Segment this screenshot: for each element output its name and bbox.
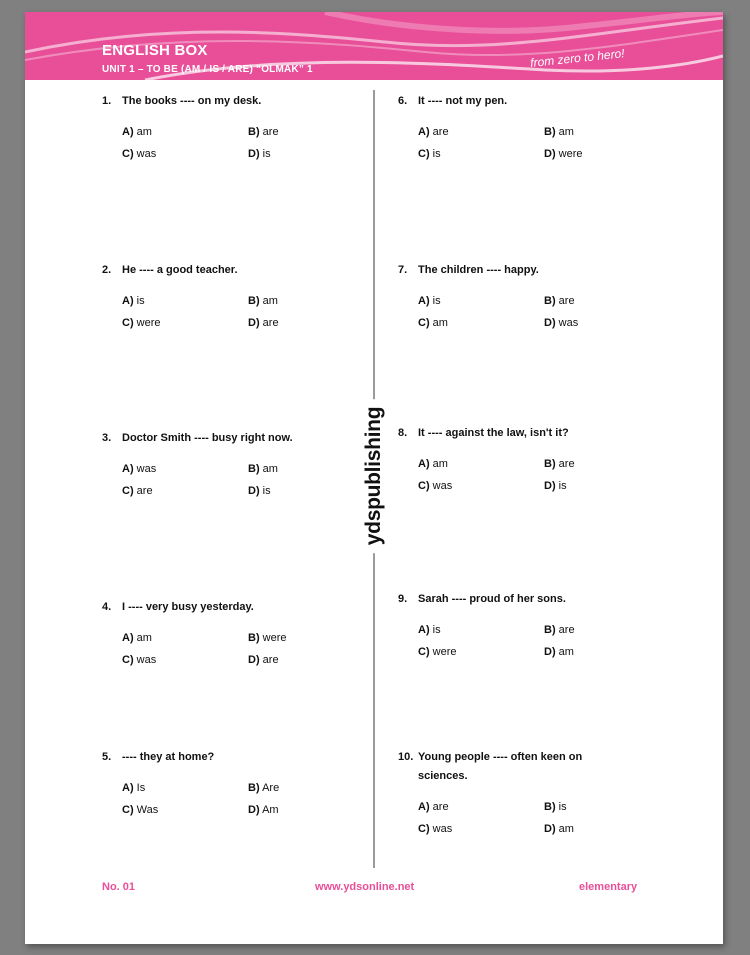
option-letter: D)	[248, 317, 260, 329]
answer-option[interactable]	[122, 484, 248, 498]
option-text: was	[432, 480, 453, 492]
question-text: He ---- a good teacher.	[122, 264, 238, 276]
option-letter: B)	[544, 458, 556, 470]
option-letter: D)	[544, 317, 556, 329]
unit-title: UNIT 1 – TO BE (AM / IS / ARE) “OLMAK” 1	[102, 64, 313, 75]
answer-option[interactable]	[122, 803, 248, 817]
answer-option[interactable]	[122, 462, 248, 476]
option-letter: A)	[122, 782, 134, 794]
question-stem	[102, 261, 382, 280]
question-number: 10.	[398, 751, 414, 763]
option-text: is	[432, 624, 441, 636]
answer-option[interactable]	[122, 294, 248, 308]
answer-option[interactable]	[418, 294, 544, 308]
answer-option[interactable]	[122, 781, 248, 795]
question-1	[102, 92, 382, 161]
question-4	[102, 598, 382, 667]
option-letter: A)	[122, 463, 134, 475]
option-text: are	[262, 317, 279, 329]
option-letter: C)	[418, 480, 430, 492]
question-text: Doctor Smith ---- busy right now.	[122, 432, 293, 444]
option-text: am	[558, 126, 574, 138]
option-letter: B)	[248, 295, 260, 307]
option-letter: A)	[418, 801, 430, 813]
option-text: are	[432, 801, 449, 813]
answer-option[interactable]	[122, 653, 248, 667]
answer-option[interactable]	[544, 645, 670, 659]
option-text: are	[558, 295, 575, 307]
answer-option[interactable]	[418, 147, 544, 161]
answer-option[interactable]	[544, 294, 670, 308]
answer-option[interactable]	[418, 822, 544, 836]
option-letter: B)	[248, 126, 260, 138]
question-stem	[102, 748, 382, 767]
question-9	[398, 590, 678, 659]
question-stem	[398, 590, 678, 609]
answer-option[interactable]	[544, 623, 670, 637]
answer-option[interactable]	[248, 294, 374, 308]
worksheet-page	[25, 12, 723, 944]
option-letter: D)	[544, 480, 556, 492]
answer-options	[418, 623, 678, 659]
answer-options	[418, 294, 678, 330]
option-letter: B)	[248, 782, 260, 794]
question-number: 5.	[102, 751, 112, 763]
option-text: was	[432, 823, 453, 835]
option-letter: D)	[248, 654, 260, 666]
option-text: Are	[262, 782, 280, 794]
slogan: from zero to hero!	[529, 46, 626, 70]
question-number: 6.	[398, 95, 408, 107]
option-text: am	[432, 317, 448, 329]
option-letter: C)	[122, 485, 134, 497]
option-text: were	[432, 646, 457, 658]
option-letter: B)	[544, 295, 556, 307]
option-letter: B)	[248, 632, 260, 644]
question-stem	[398, 748, 628, 786]
question-stem	[102, 598, 382, 617]
option-letter: C)	[418, 317, 430, 329]
option-text: is	[558, 480, 567, 492]
question-text: The children ---- happy.	[418, 264, 539, 276]
option-text: are	[558, 624, 575, 636]
option-text: were	[136, 317, 161, 329]
answer-option[interactable]	[122, 125, 248, 139]
question-number: 9.	[398, 593, 408, 605]
option-letter: D)	[248, 148, 260, 160]
question-8	[398, 424, 678, 493]
option-letter: D)	[544, 646, 556, 658]
option-text: am	[262, 295, 278, 307]
answer-options	[122, 462, 382, 498]
answer-option[interactable]	[248, 462, 374, 476]
question-stem	[398, 261, 678, 280]
option-text: am	[136, 632, 152, 644]
option-text: am	[262, 463, 278, 475]
option-letter: C)	[418, 823, 430, 835]
answer-options	[418, 125, 678, 161]
option-text: was	[558, 317, 579, 329]
question-6	[398, 92, 678, 161]
question-7	[398, 261, 678, 330]
option-text: were	[558, 148, 583, 160]
question-text: Sarah ---- proud of her sons.	[418, 593, 566, 605]
option-letter: C)	[418, 148, 430, 160]
question-text: It ---- not my pen.	[418, 95, 508, 107]
option-text: is	[432, 295, 441, 307]
option-text: was	[136, 148, 157, 160]
answer-options	[418, 800, 628, 836]
answer-options	[122, 125, 382, 161]
option-text: am	[432, 458, 448, 470]
option-letter: C)	[418, 646, 430, 658]
option-text: are	[262, 126, 279, 138]
option-text: are	[432, 126, 449, 138]
question-2	[102, 261, 382, 330]
option-text: was	[136, 463, 157, 475]
answer-option[interactable]	[248, 653, 374, 667]
question-number: 2.	[102, 264, 112, 276]
option-letter: A)	[418, 624, 430, 636]
answer-option[interactable]	[122, 316, 248, 330]
question-5	[102, 748, 382, 817]
option-text: are	[558, 458, 575, 470]
option-text: is	[558, 801, 567, 813]
question-text: It ---- against the law, isn't it?	[418, 427, 569, 439]
answer-options	[122, 781, 382, 817]
footer-website[interactable]: www.ydsonline.net	[315, 881, 415, 893]
answer-options	[122, 294, 382, 330]
footer-number: No. 01	[102, 881, 136, 893]
option-text: is	[262, 148, 271, 160]
answer-option[interactable]	[544, 125, 670, 139]
answer-option[interactable]	[544, 822, 670, 836]
brand-title: ENGLISH BOX	[102, 42, 208, 59]
header-banner	[25, 12, 723, 80]
option-letter: B)	[544, 801, 556, 813]
option-letter: A)	[122, 295, 134, 307]
question-number: 4.	[102, 601, 112, 613]
option-text: am	[136, 126, 152, 138]
option-letter: D)	[544, 823, 556, 835]
question-text: Young people ---- often keen on sciences.	[418, 751, 583, 782]
answer-option[interactable]	[418, 645, 544, 659]
option-letter: B)	[248, 463, 260, 475]
option-letter: A)	[122, 126, 134, 138]
question-text: ---- they at home?	[122, 751, 215, 763]
question-10	[398, 748, 628, 836]
option-letter: B)	[544, 126, 556, 138]
answer-options	[418, 457, 678, 493]
option-letter: A)	[418, 295, 430, 307]
answer-option[interactable]	[418, 457, 544, 471]
question-number: 1.	[102, 95, 112, 107]
option-letter: D)	[544, 148, 556, 160]
question-stem	[398, 424, 678, 443]
option-text: is	[432, 148, 441, 160]
option-text: was	[136, 654, 157, 666]
option-text: am	[558, 646, 574, 658]
option-letter: A)	[418, 126, 430, 138]
option-letter: A)	[122, 632, 134, 644]
option-letter: C)	[122, 317, 134, 329]
publisher-vertical-label: ydspublishing	[362, 399, 386, 553]
answer-option[interactable]	[544, 316, 670, 330]
option-text: Is	[136, 782, 146, 794]
question-3	[102, 429, 382, 498]
option-text: is	[136, 295, 145, 307]
answer-option[interactable]	[248, 631, 374, 645]
answer-option[interactable]	[544, 479, 670, 493]
question-text: I ---- very busy yesterday.	[122, 601, 254, 613]
option-text: am	[558, 823, 574, 835]
option-letter: C)	[122, 654, 134, 666]
answer-option[interactable]	[248, 147, 374, 161]
question-stem	[102, 92, 382, 111]
option-text: are	[262, 654, 279, 666]
question-number: 3.	[102, 432, 112, 444]
question-stem	[102, 429, 382, 448]
option-letter: C)	[122, 148, 134, 160]
option-letter: D)	[248, 485, 260, 497]
answer-options	[122, 631, 382, 667]
answer-option[interactable]	[122, 631, 248, 645]
question-text: The books ---- on my desk.	[122, 95, 262, 107]
option-text: Am	[262, 804, 279, 816]
answer-option[interactable]	[248, 316, 374, 330]
answer-option[interactable]	[248, 781, 374, 795]
option-text: are	[136, 485, 153, 497]
option-text: were	[262, 632, 287, 644]
question-stem	[398, 92, 678, 111]
answer-option[interactable]	[248, 125, 374, 139]
answer-option[interactable]	[418, 479, 544, 493]
answer-option[interactable]	[418, 125, 544, 139]
option-text: is	[262, 485, 271, 497]
footer-level: elementary	[579, 881, 638, 893]
option-letter: B)	[544, 624, 556, 636]
answer-option[interactable]	[544, 147, 670, 161]
answer-option[interactable]	[418, 316, 544, 330]
option-letter: C)	[122, 804, 134, 816]
option-text: Was	[136, 804, 159, 816]
answer-option[interactable]	[418, 800, 544, 814]
answer-option[interactable]	[122, 147, 248, 161]
question-number: 8.	[398, 427, 408, 439]
option-letter: A)	[418, 458, 430, 470]
answer-option[interactable]	[248, 803, 374, 817]
answer-option[interactable]	[544, 457, 670, 471]
option-letter: D)	[248, 804, 260, 816]
answer-option[interactable]	[418, 623, 544, 637]
question-number: 7.	[398, 264, 408, 276]
answer-option[interactable]	[248, 484, 374, 498]
answer-option[interactable]	[544, 800, 670, 814]
